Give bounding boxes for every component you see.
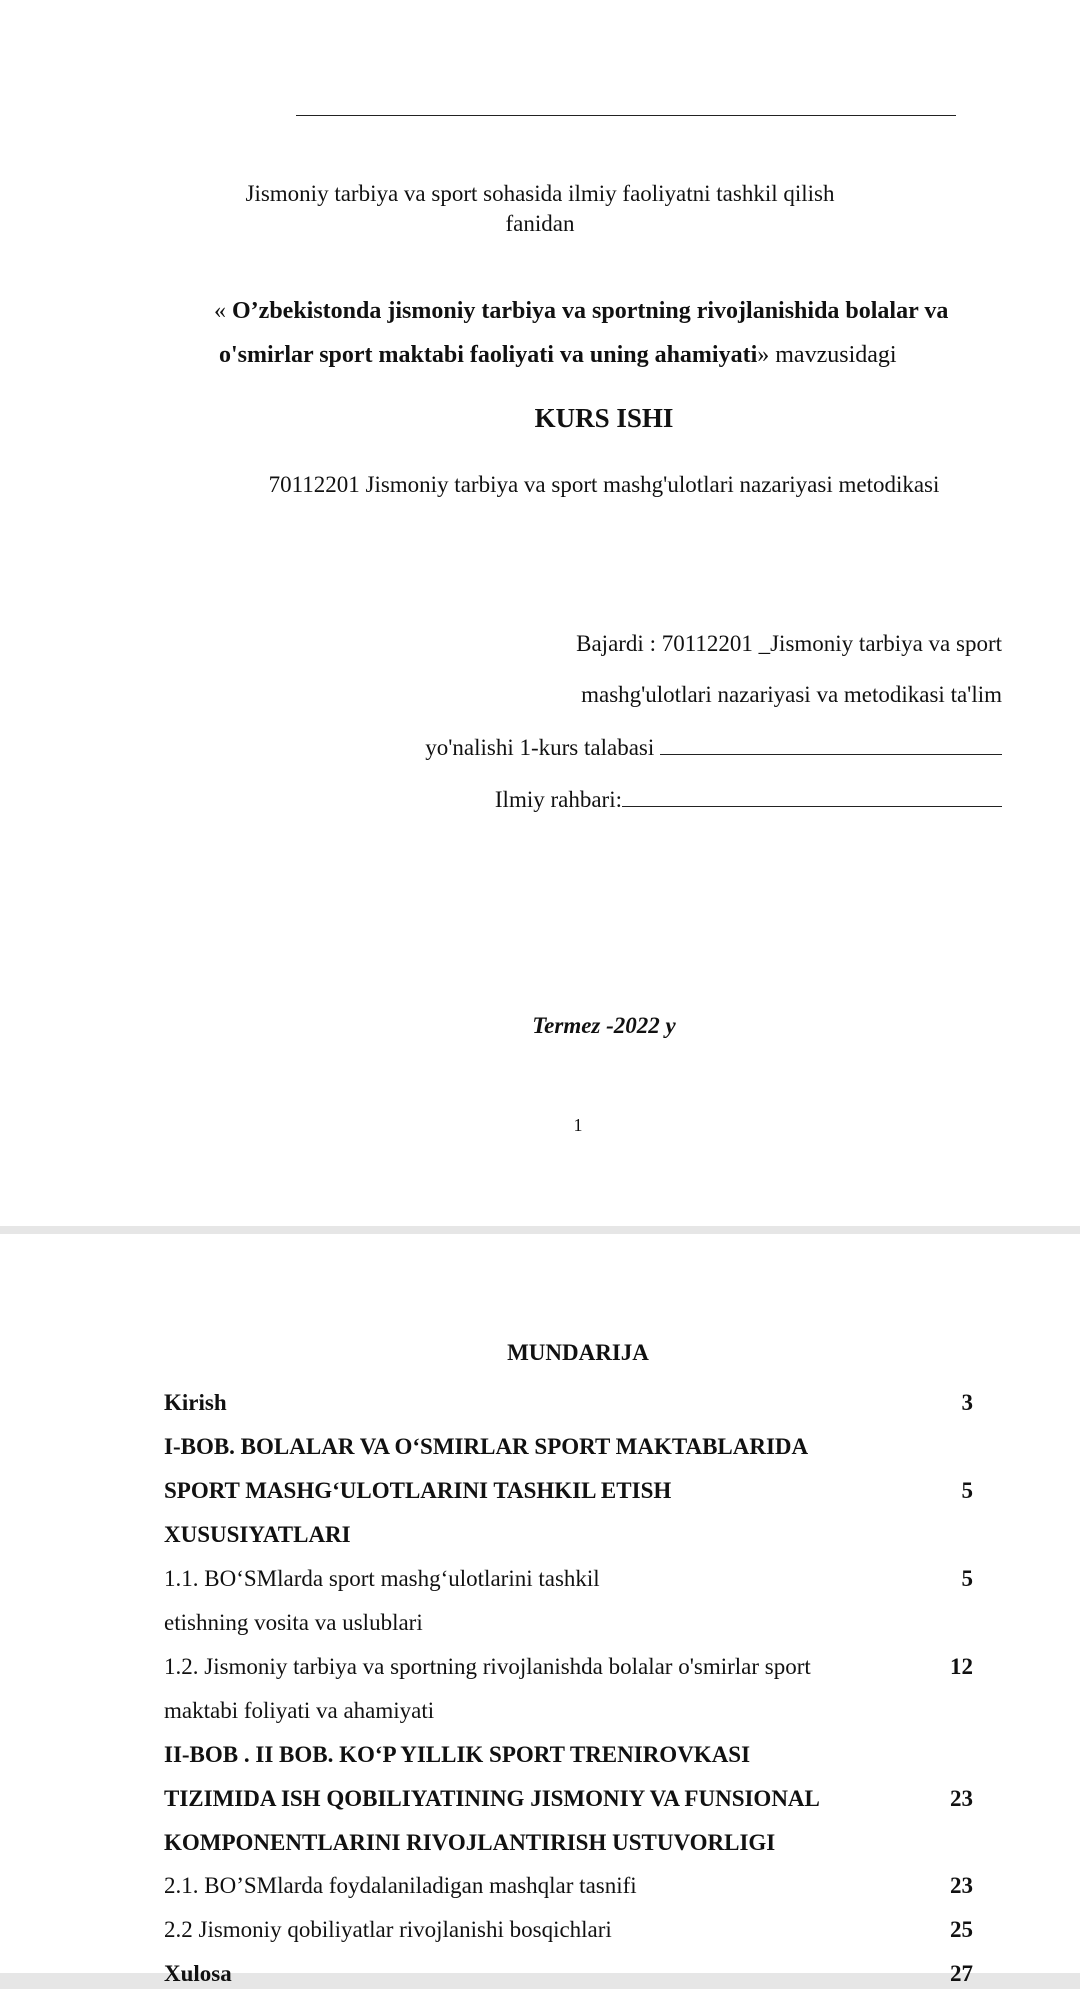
- toc-page-num: 12: [950, 1654, 973, 1679]
- supervisor-label: Ilmiy rahbari:: [494, 787, 622, 812]
- toc-entry-text: TIZIMIDA ISH QOBILIYATINING JISMONIY VA FUNSIONAL: [164, 1786, 820, 1811]
- topic-suffix: mavzusidagi: [769, 342, 897, 368]
- toc-page-num: 5: [961, 1566, 973, 1591]
- toc-page-num: 5: [961, 1478, 973, 1503]
- toc-entry-text: KOMPONENTLARINI RIVOJLANTIRISH USTUVORLIGI: [164, 1830, 776, 1855]
- topic-bold-line-1: O’zbekistonda jismoniy tarbiya va sportning rivojlanishida bolalar va: [232, 298, 949, 324]
- performer-line-2: mashg'ulotlari nazariyasi va metodikasi ta'lim: [581, 682, 1002, 707]
- toc-entry-text: 1.1. BO‘SMlarda sport mashg‘ulotlarini tashkil: [164, 1566, 600, 1591]
- subject-line-1: Jismoniy tarbiya va sport sohasida ilmiy faoliyatni tashkil qilish: [245, 181, 835, 206]
- toc-page-num: 27: [950, 1961, 973, 1986]
- toc-page-num: 23: [950, 1873, 973, 1898]
- toc-entry-text: 2.2 Jismoniy qobiliyatlar rivojlanishi bosqichlari: [164, 1917, 612, 1942]
- supervisor-name-blank: [622, 784, 1002, 807]
- toc-entry-1-2[interactable]: [164, 1652, 990, 1726]
- specialty-line: 70112201 Jismoniy tarbiya va sport mashg'ulotlari nazariyasi metodikasi: [268, 472, 940, 497]
- toc-page-num: 23: [950, 1786, 973, 1811]
- toc-entry-chapter-1[interactable]: [164, 1432, 990, 1550]
- topic-line-2: [219, 340, 1039, 370]
- city-year: Termez -2022 y: [532, 1013, 676, 1038]
- toc-entry-conclusion[interactable]: [164, 1959, 990, 1989]
- subject-line-2: fanidan: [505, 211, 575, 236]
- topic-bold-line-2: o'smirlar sport maktabi faoliyati va uning ahamiyati: [219, 342, 758, 368]
- topic-line-1: [214, 296, 1034, 326]
- toc-entry-text: Kirish: [164, 1390, 227, 1415]
- supervisor-line: [495, 784, 1002, 815]
- toc-entry-text: II-BOB . II BOB. KO‘P YILLIK SPORT TRENIROVKASI: [164, 1742, 751, 1767]
- toc-entry-text: 1.2. Jismoniy tarbiya va sportning rivojlanishda bolalar o'smirlar sport: [164, 1654, 811, 1679]
- quote-open: «: [214, 298, 226, 324]
- performer-line-3: [425, 732, 1002, 763]
- toc-entry-2-1[interactable]: [164, 1871, 990, 1901]
- performer-line-3-text: yo'nalishi 1-kurs talabasi: [425, 735, 660, 760]
- toc-entry-text: XUSUSIYATLARI: [164, 1522, 351, 1547]
- toc-entry-text: I-BOB. BOLALAR VA O‘SMIRLAR SPORT MAKTABLARIDA: [164, 1434, 809, 1459]
- toc-entry-text: 2.1. BO’SMlarda foydalaniladigan mashqlar tasnifi: [164, 1873, 637, 1898]
- toc-page-num: 3: [961, 1390, 973, 1415]
- toc-title: MUNDARIJA: [507, 1340, 649, 1365]
- toc-entry-2-2[interactable]: [164, 1915, 990, 1945]
- quote-close: »: [757, 342, 770, 368]
- toc-page-num: 25: [950, 1917, 973, 1942]
- toc-entry-chapter-2[interactable]: [164, 1740, 990, 1858]
- student-name-blank: [660, 732, 1002, 755]
- toc-entry-intro[interactable]: [164, 1388, 990, 1418]
- toc-entry-text: SPORT MASHG‘ULOTLARINI TASHKIL ETISH: [164, 1478, 672, 1503]
- toc-entry-text: maktabi foliyati va ahamiyati: [164, 1698, 435, 1723]
- toc-entry-text: etishning vosita va uslublari: [164, 1610, 423, 1635]
- toc-entry-1-1[interactable]: [164, 1564, 990, 1638]
- work-type-title: KURS ISHI: [534, 403, 674, 433]
- page-number: 1: [573, 1115, 583, 1135]
- toc-page: [0, 1234, 1080, 1986]
- performer-line-1: Bajardi : 70112201 _Jismoniy tarbiya va sport: [576, 631, 1002, 656]
- institution-blank-line: [296, 115, 956, 116]
- toc-entry-text: Xulosa: [164, 1961, 232, 1986]
